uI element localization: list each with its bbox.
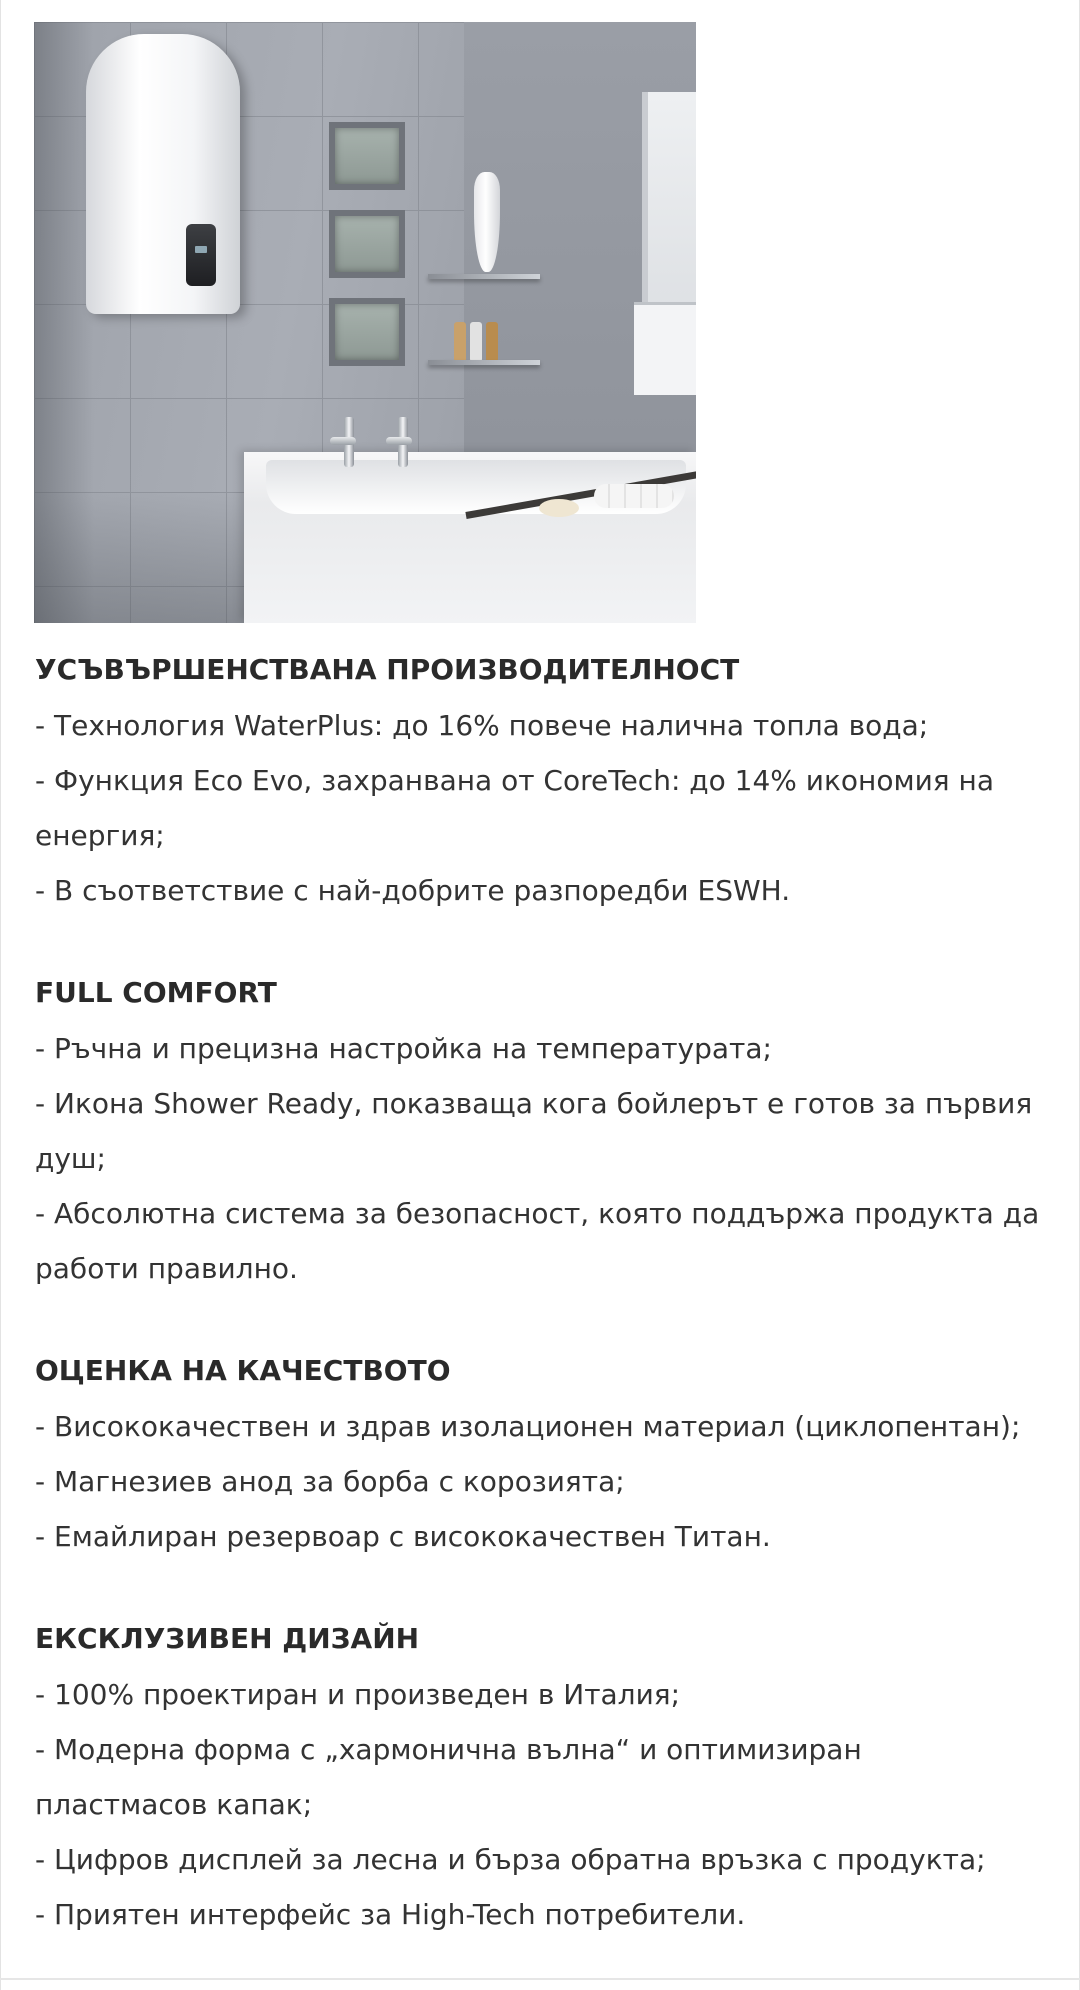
feature-line: - Приятен интерфейс за High-Tech потребители.	[35, 1898, 746, 1931]
section-heading: FULL COMFORT	[35, 976, 277, 1009]
feature-line: - Модерна форма с „хармонична вълна“ и оптимизиран	[35, 1733, 862, 1766]
feature-line: - Магнезиев анод за борба с корозията;	[35, 1465, 625, 1498]
floor-shadow	[34, 492, 244, 623]
frosted-glass-block	[329, 298, 405, 366]
toiletry-bottle	[470, 322, 482, 362]
toiletry-bottle	[486, 322, 498, 362]
soap-bar	[539, 499, 579, 517]
feature-line: - В съответствие с най-добрите разпоредби ESWH.	[35, 874, 791, 907]
feature-line: - Технология WaterPlus: до 16% повече налична топла вода;	[35, 709, 929, 742]
section-heading: ЕКСКЛУЗИВЕН ДИЗАЙН	[35, 1622, 420, 1655]
feature-line: - Икона Shower Ready, показваща кога бойлерът е готов за първия	[35, 1087, 1033, 1120]
product-description	[35, 650, 1045, 1942]
feature-line: - Абсолютна система за безопасност, която поддържа продукта да	[35, 1197, 1040, 1230]
feature-line: - 100% проектиран и произведен в Италия;	[35, 1678, 681, 1711]
section-heading: ОЦЕНКА НА КАЧЕСТВОТО	[35, 1354, 451, 1387]
tap-spout	[330, 437, 356, 445]
glass-shelf	[428, 274, 540, 279]
section-comfort	[35, 973, 1045, 1296]
glass-shelf	[428, 360, 540, 365]
feature-line: - Висококачествен и здрав изолационен материал (циклопентан);	[35, 1410, 1021, 1443]
feature-line: - Ръчна и прецизна настройка на температурата;	[35, 1032, 772, 1065]
toiletry-bottle	[454, 322, 466, 362]
section-performance	[35, 650, 1045, 918]
section-quality	[35, 1351, 1045, 1564]
frosted-glass-block	[329, 210, 405, 278]
frosted-glass-block	[329, 122, 405, 190]
feature-line: работи правилно.	[35, 1252, 298, 1285]
feature-line: енергия;	[35, 819, 165, 852]
heater-display-panel	[186, 224, 216, 286]
feature-line: душ;	[35, 1142, 106, 1175]
tap-spout	[386, 437, 412, 445]
section-design	[35, 1619, 1045, 1942]
water-heater	[86, 34, 240, 314]
feature-line: пластмасов капак;	[35, 1788, 313, 1821]
feature-line: - Цифров дисплей за лесна и бърза обратна връзка с продукта;	[35, 1843, 986, 1876]
product-photo	[34, 22, 696, 623]
rolled-towel	[594, 484, 674, 508]
window-sill	[634, 302, 696, 395]
bottom-divider	[0, 1978, 1080, 1980]
feature-line: - Функция Eco Evo, захранвана от CoreTech: до 14% икономия на	[35, 764, 995, 797]
section-heading: УСЪВЪРШЕНСТВАНА ПРОИЗВОДИТЕЛНОСТ	[35, 653, 740, 686]
feature-line: - Емайлиран резервоар с висококачествен Титан.	[35, 1520, 771, 1553]
